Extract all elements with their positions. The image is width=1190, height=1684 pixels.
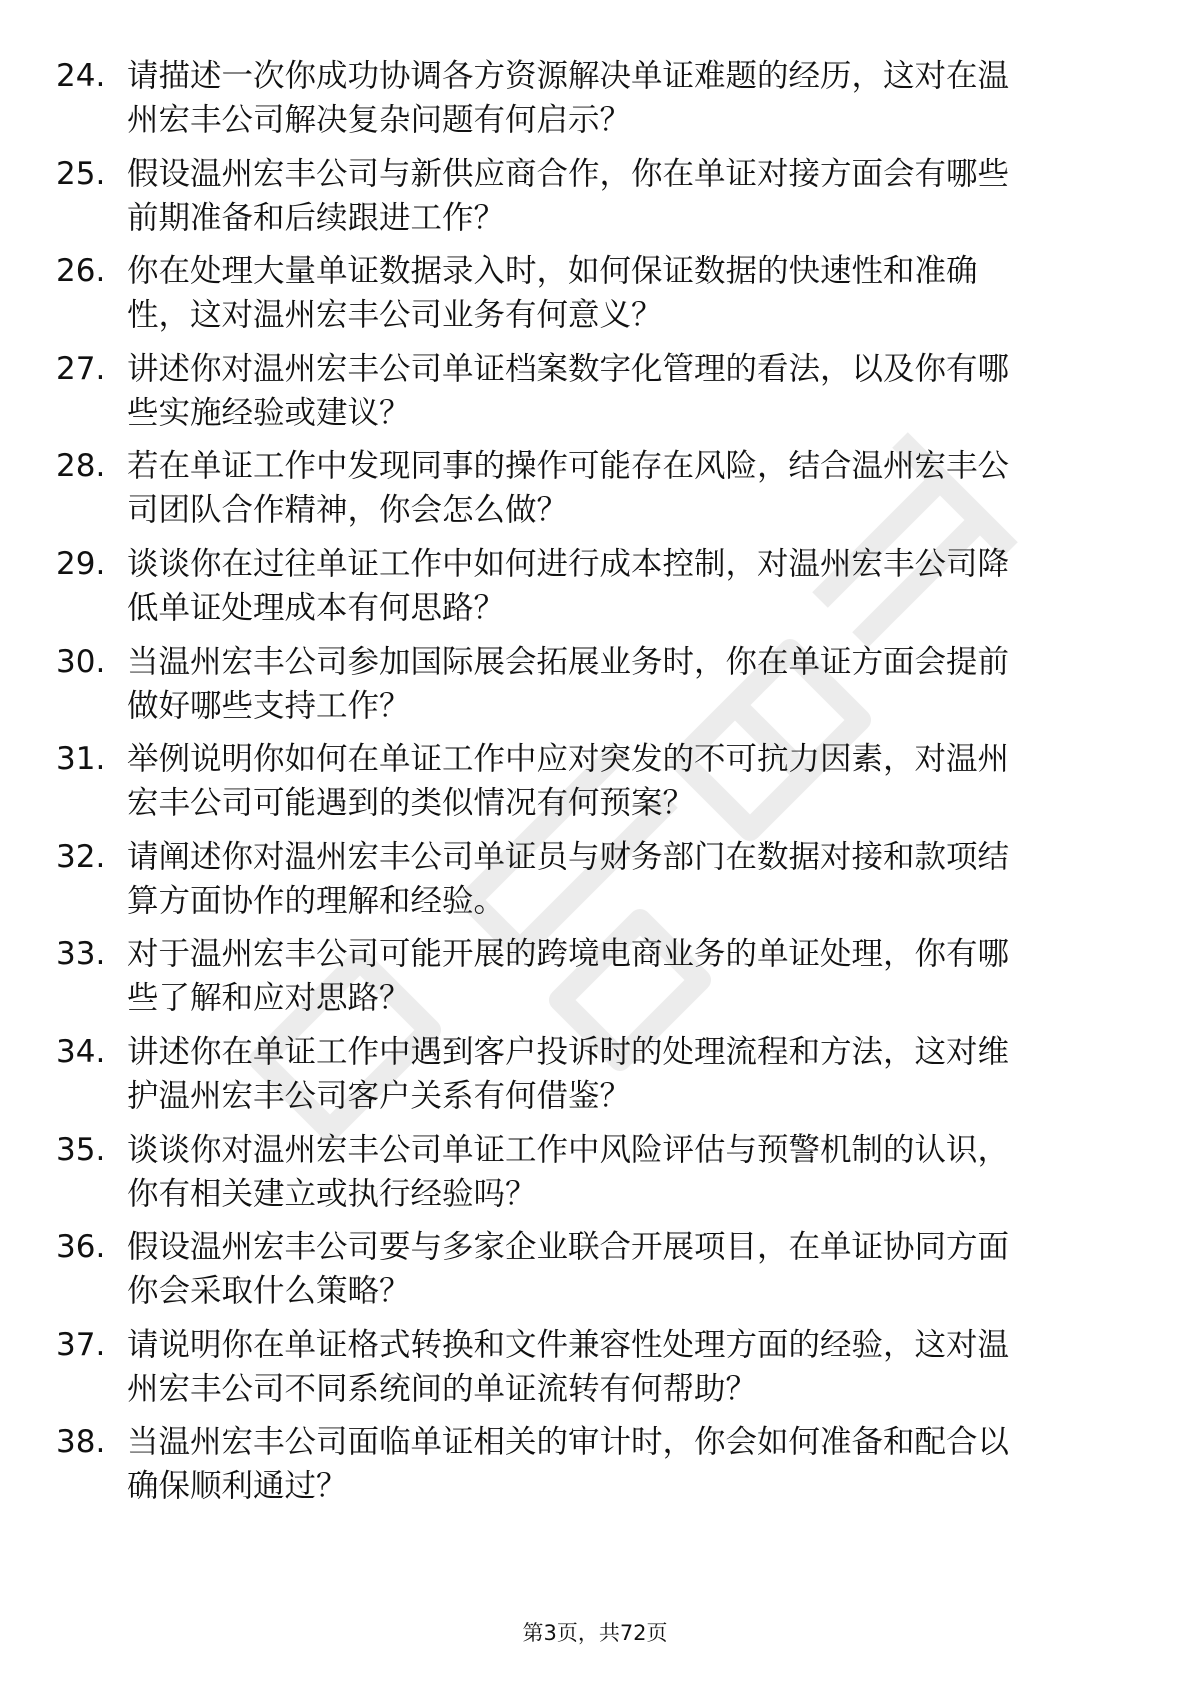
question-item xyxy=(0,932,1190,1032)
question-number: 25. xyxy=(56,155,106,192)
question-text-line: 做好哪些支持工作？ xyxy=(127,687,411,724)
question-text-line: 谈谈你对温州宏丰公司单证工作中风险评估与预警机制的认识， xyxy=(127,1131,1010,1168)
question-text xyxy=(127,640,1127,728)
question-item xyxy=(0,1420,1190,1520)
question-item xyxy=(0,640,1190,740)
question-text xyxy=(127,1323,1127,1411)
question-number: 37. xyxy=(56,1326,106,1363)
question-text-line: 讲述你对温州宏丰公司单证档案数字化管理的看法，以及你有哪 xyxy=(127,350,1010,387)
question-item xyxy=(0,737,1190,837)
question-text-line: 宏丰公司可能遇到的类似情况有何预案？ xyxy=(127,785,695,822)
question-text xyxy=(127,737,1127,825)
question-text xyxy=(127,347,1127,435)
question-text-line: 你会采取什么策略？ xyxy=(127,1273,411,1310)
question-text-line: 性，这对温州宏丰公司业务有何意义？ xyxy=(127,297,663,334)
question-item xyxy=(0,542,1190,642)
question-item xyxy=(0,1128,1190,1228)
question-number: 31. xyxy=(56,741,106,778)
question-text xyxy=(127,54,1127,142)
question-text-line: 谈谈你在过往单证工作中如何进行成本控制，对温州宏丰公司降 xyxy=(127,546,1010,582)
question-text xyxy=(127,1420,1127,1508)
question-number: 27. xyxy=(56,350,106,387)
question-text-line: 请描述一次你成功协调各方资源解决单证难题的经历，这对在温 xyxy=(127,58,1010,94)
question-number: 29. xyxy=(56,546,106,582)
question-text-line: 州宏丰公司不同系统间的单证流转有何帮助？ xyxy=(127,1370,758,1407)
question-text-line: 些了解和应对思路？ xyxy=(127,980,411,1017)
question-number: 35. xyxy=(56,1131,106,1168)
question-text xyxy=(127,249,1127,337)
question-item xyxy=(0,249,1190,349)
question-number: 33. xyxy=(56,936,106,973)
question-text-line: 确保顺利通过？ xyxy=(127,1468,348,1505)
question-text-line: 前期准备和后续跟进工作？ xyxy=(127,199,506,236)
question-text-line: 对于温州宏丰公司可能开展的跨境电商业务的单证处理，你有哪 xyxy=(127,936,1010,973)
question-text xyxy=(127,1225,1127,1313)
question-text-line: 低单证处理成本有何思路？ xyxy=(127,590,506,626)
question-text-line: 州宏丰公司解决复杂问题有何启示？ xyxy=(127,102,632,138)
question-text-line: 些实施经验或建议？ xyxy=(127,394,411,431)
question-text xyxy=(127,152,1127,240)
question-text-line: 请说明你在单证格式转换和文件兼容性处理方面的经验，这对温 xyxy=(127,1326,1010,1363)
question-number: 30. xyxy=(56,643,106,680)
question-text-line: 假设温州宏丰公司与新供应商合作，你在单证对接方面会有哪些 xyxy=(127,155,1010,192)
question-number: 32. xyxy=(56,838,106,875)
question-text-line: 假设温州宏丰公司要与多家企业联合开展项目，在单证协同方面 xyxy=(127,1229,1010,1266)
question-text xyxy=(127,932,1127,1020)
question-text-line: 你有相关建立或执行经验吗？ xyxy=(127,1175,537,1212)
question-item xyxy=(0,1225,1190,1325)
question-number: 26. xyxy=(56,253,106,290)
question-text-line: 讲述你在单证工作中遇到客户投诉时的处理流程和方法，这对维 xyxy=(127,1034,1010,1070)
question-text xyxy=(127,1128,1127,1216)
question-text-line: 若在单证工作中发现同事的操作可能存在风险，结合温州宏丰公 xyxy=(127,448,1010,485)
question-item xyxy=(0,152,1190,252)
question-item xyxy=(0,347,1190,447)
question-text-line: 算方面协作的理解和经验。 xyxy=(127,882,506,919)
question-item xyxy=(0,1323,1190,1423)
question-item xyxy=(0,1030,1190,1130)
question-text xyxy=(127,444,1127,532)
question-number: 24. xyxy=(56,58,106,94)
question-item xyxy=(0,444,1190,544)
question-text-line: 司团队合作精神，你会怎么做？ xyxy=(127,492,569,529)
question-text-line: 你在处理大量单证数据录入时，如何保证数据的快速性和准确 xyxy=(127,253,978,290)
question-text-line: 当温州宏丰公司面临单证相关的审计时，你会如何准备和配合以 xyxy=(127,1424,1010,1461)
question-text xyxy=(127,542,1127,630)
question-item xyxy=(0,54,1190,154)
question-text-line: 举例说明你如何在单证工作中应对突发的不可抗力因素，对温州 xyxy=(127,741,1010,778)
page-footer: 第3页，共72页 xyxy=(522,1621,668,1645)
question-text xyxy=(127,1030,1127,1118)
question-text-line: 请阐述你对温州宏丰公司单证员与财务部门在数据对接和款项结 xyxy=(127,838,1010,875)
question-number: 28. xyxy=(56,448,106,485)
question-text-line: 护温州宏丰公司客户关系有何借鉴？ xyxy=(127,1078,632,1114)
question-number: 34. xyxy=(56,1034,106,1070)
question-item xyxy=(0,835,1190,935)
question-number: 38. xyxy=(56,1424,106,1461)
question-text xyxy=(127,835,1127,923)
question-text-line: 当温州宏丰公司参加国际展会拓展业务时，你在单证方面会提前 xyxy=(127,643,1010,680)
question-number: 36. xyxy=(56,1229,106,1266)
